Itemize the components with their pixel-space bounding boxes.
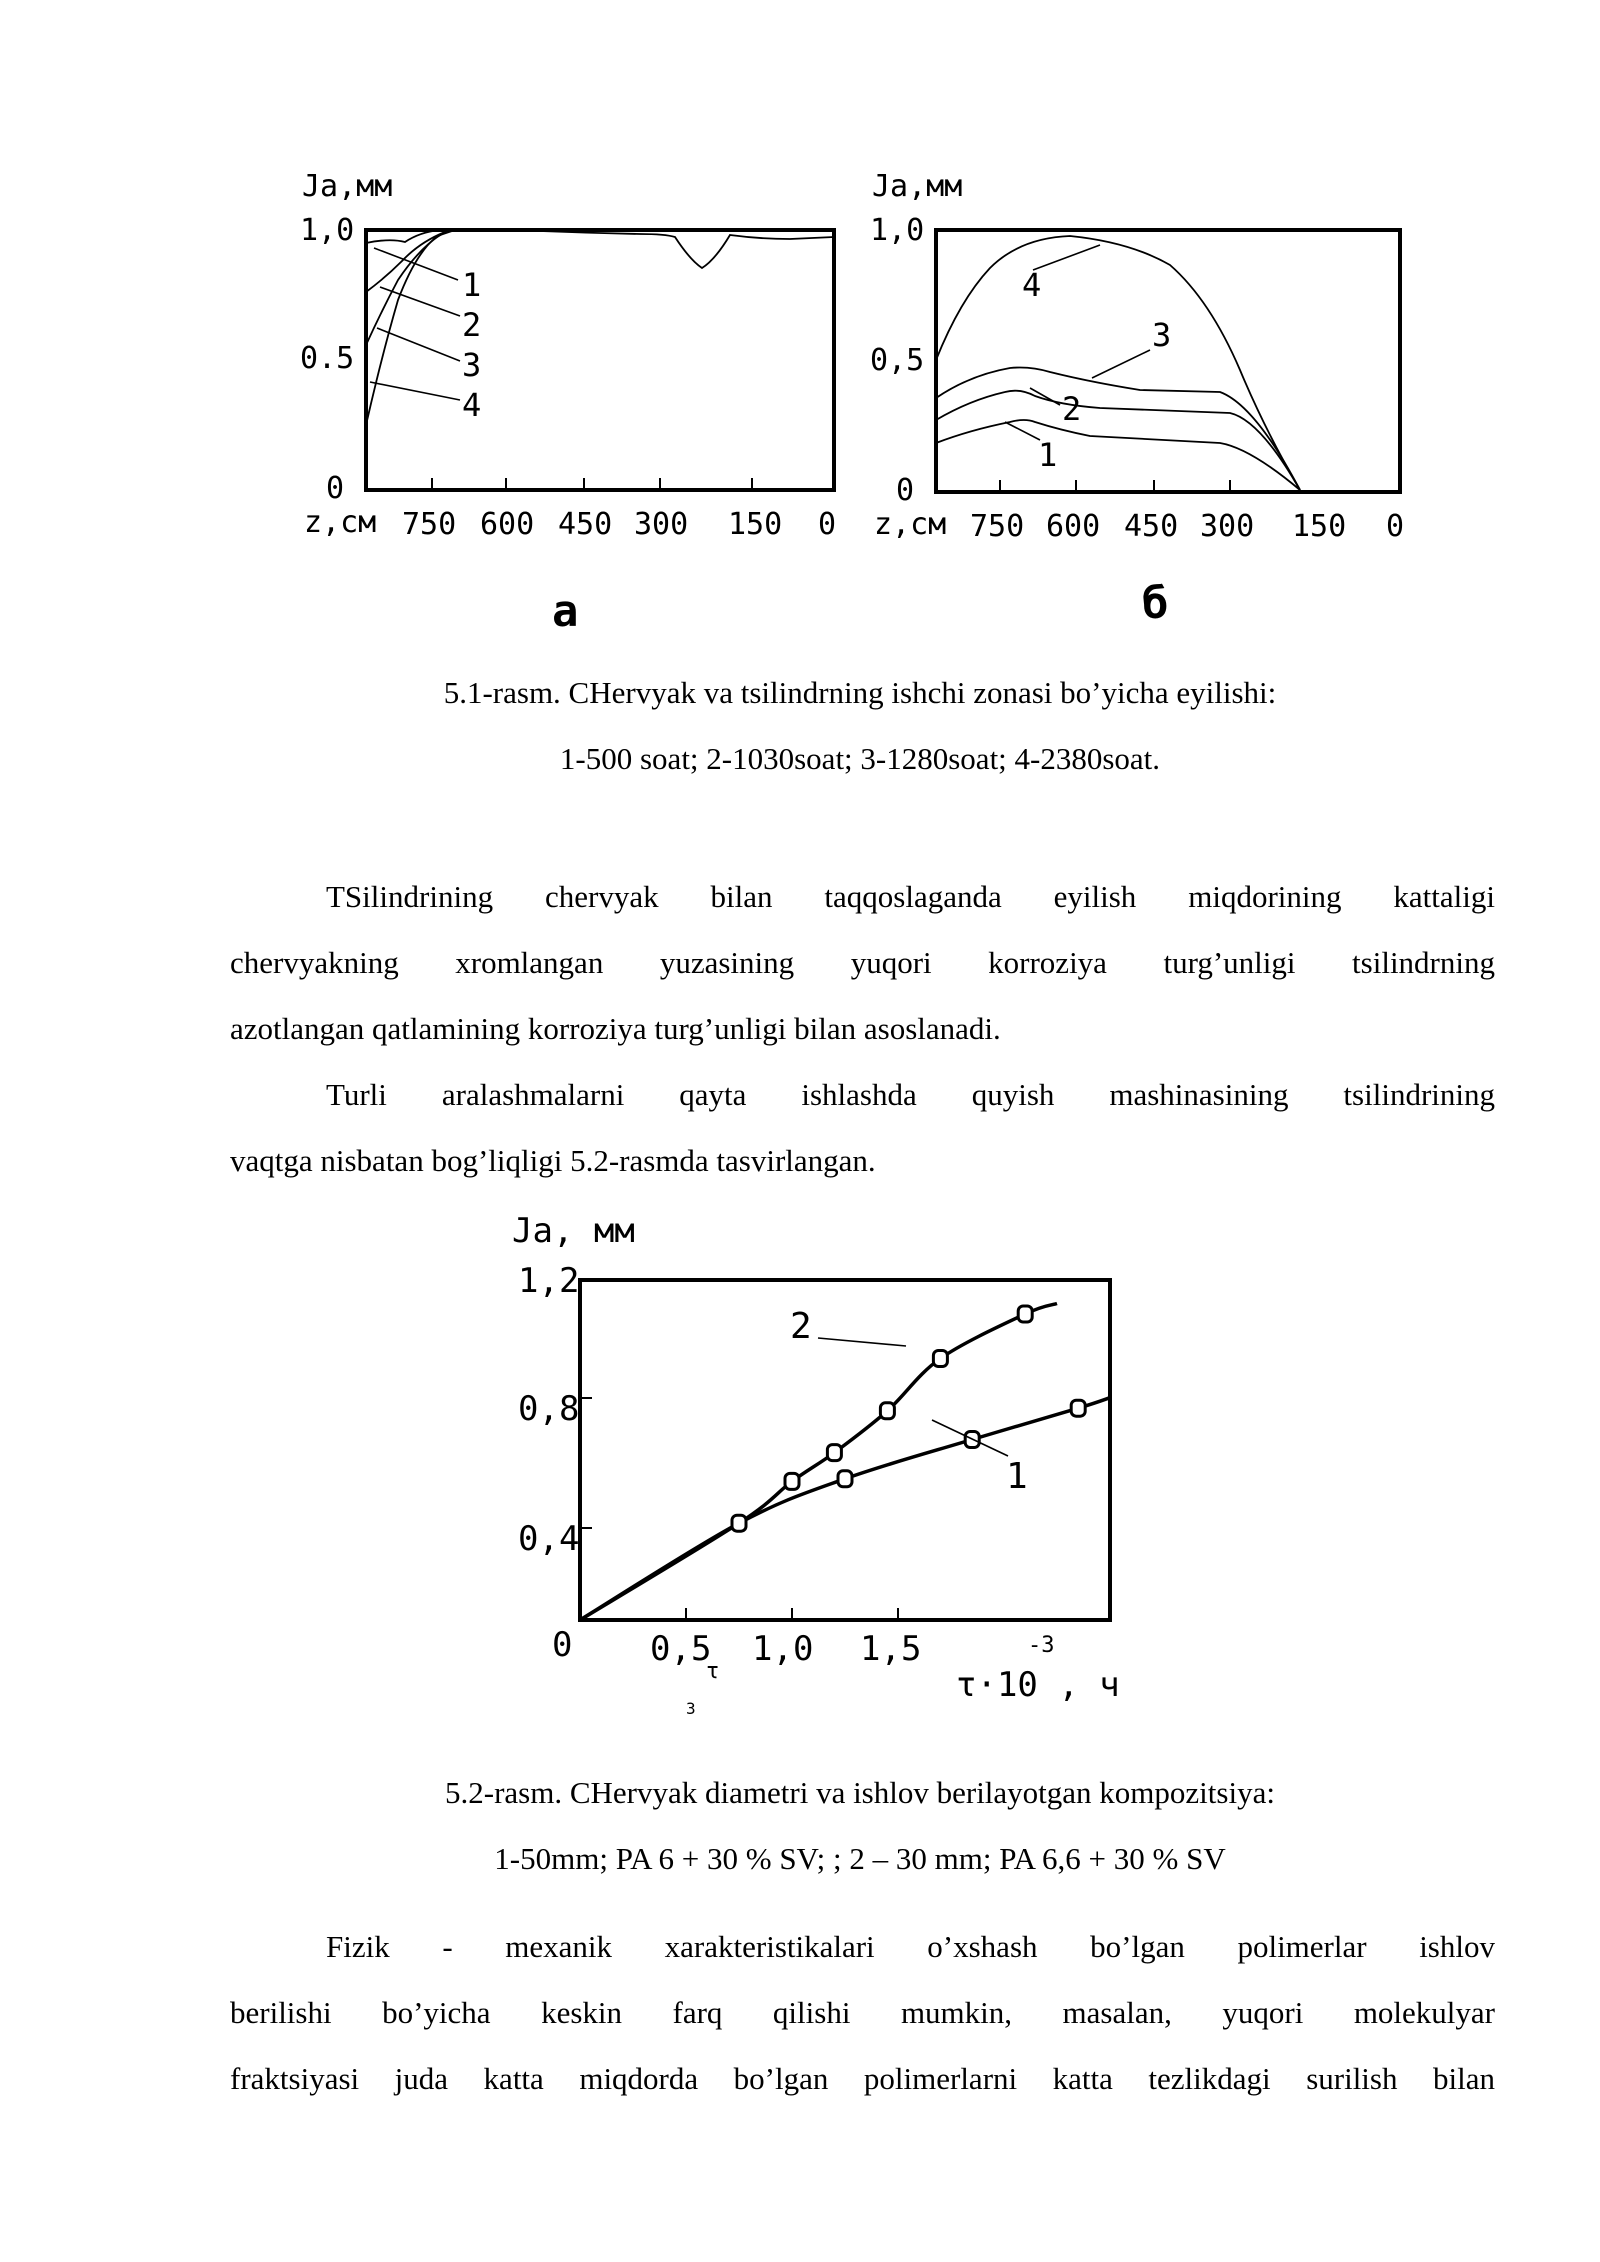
fig-5-2-series-1-line (580, 1398, 1110, 1620)
paragraph-1-line: TSilindrining chervyak bilan taqqoslaganda eyilish miqdorining kattaligi (326, 879, 1495, 914)
figure-5-2-caption (160, 1760, 1560, 1892)
panel-b-curve-label-1: 1 (1038, 436, 1058, 474)
fig-5-2-curve-label-1: 1 (1006, 1456, 1028, 1497)
panel-a-x-tick: 300 (634, 507, 689, 542)
figure-5-2-caption-line-1: 5.2-rasm. CHervyak diametri va ishlov berilayotgan kompozitsiya: (445, 1775, 1275, 1810)
figure-5-2-caption-line-2: 1-50mm; PA 6 + 30 % SV; ; 2 – 30 mm; PA 6,6 + 30 % SV (494, 1841, 1226, 1876)
fig-5-2-x-tick: 1,5 (860, 1629, 922, 1669)
fig-5-2-stray-mark: 3 (686, 1699, 696, 1718)
panel-b-curve-label-4: 4 (1022, 266, 1042, 304)
paragraph-1-line: chervyakning xromlangan yuzasining yuqori korroziya turg’unligi tsilindrning (230, 945, 1495, 980)
panel-b-x-tick: 0 (1386, 509, 1405, 544)
panel-a-x-tick: 600 (480, 507, 535, 542)
fig-5-2-series-group (580, 1304, 1110, 1621)
paragraph-1 (230, 864, 1495, 1062)
paragraph-3-line: Fizik - mexanik xarakteristikalari o’xshash bo’lgan polimerlar ishlov (326, 1929, 1495, 1964)
panel-b-x-tick: 300 (1200, 509, 1255, 544)
panel-a-y-tick: 1,0 (300, 213, 355, 248)
panel-a-y-axis-label: Ja,мм (302, 169, 393, 204)
panel-a-x-axis-label: z,см (304, 505, 377, 540)
figure-5-1-panel-b (860, 160, 1420, 650)
fig-5-2-x-tick-tau: τ (706, 1659, 720, 1684)
fig-5-2-grid-ticks (580, 1398, 898, 1620)
panel-b-curve-1 (936, 420, 1300, 490)
fig-5-2-y-axis-label: Ja, мм (512, 1211, 635, 1251)
panel-a-curve-label-3: 3 (462, 346, 482, 384)
figure-5-1-caption-line-1: 5.1-rasm. CHervyak va tsilindrning ishchi zonasi bo’yicha eyilishi: (443, 675, 1277, 710)
fig-5-2-curve-label-2: 2 (790, 1306, 812, 1347)
panel-a-plot-frame (366, 230, 834, 490)
panel-a-curve-label-1: 1 (462, 266, 482, 304)
fig-5-2-series-2-line (580, 1304, 1057, 1621)
panel-a-y-tick: 0 (326, 471, 345, 506)
panel-b-y-tick: 0,5 (870, 343, 925, 378)
panel-b-letter: б (1142, 578, 1169, 629)
panel-b-curve-2 (936, 391, 1300, 490)
fig-5-2-series-1-marker (732, 1515, 746, 1531)
figure-5-1-caption (160, 660, 1560, 792)
panel-a-leader-lines (370, 248, 460, 400)
fig-5-2-x-tick: 1,0 (752, 1629, 814, 1669)
figure-5-1-caption-line-2: 1-500 soat; 2-1030soat; 3-1280soat; 4-2380soat. (559, 741, 1161, 776)
panel-a-curve-label-4: 4 (462, 386, 482, 424)
panel-a-x-tick: 450 (558, 507, 613, 542)
paragraph-3-line: berilishi bo’yicha keskin farq qilishi mumkin, masalan, yuqori molekulyar (230, 1995, 1495, 2030)
panel-a-curve-3 (366, 230, 455, 345)
fig-5-2-x-axis-exponent: -3 (1028, 1633, 1055, 1658)
paragraph-3-line: fraktsiyasi juda katta miqdorda bo’lgan polimerlarni katta tezlikdagi surilish bilan (230, 2061, 1495, 2096)
panel-a-curve-label-2: 2 (462, 306, 482, 344)
figure-5-2 (500, 1210, 1140, 1730)
figure-5-1-panel-a (290, 160, 850, 650)
panel-b-y-tick: 1,0 (870, 213, 925, 248)
panel-a-x-tick: 150 (728, 507, 783, 542)
panel-b-curves (936, 236, 1300, 490)
fig-5-2-series-1-marker (838, 1471, 852, 1487)
fig-5-2-series-2-marker (933, 1351, 947, 1367)
paragraph-2-line: vaqtga nisbatan bog’liqligi 5.2-rasmda tasvirlangan. (230, 1143, 876, 1178)
panel-b-x-tick: 600 (1046, 509, 1101, 544)
fig-5-2-y-tick: 0,8 (518, 1389, 580, 1429)
panel-b-curve-3 (936, 368, 1300, 491)
panel-a-letter: а (552, 586, 579, 637)
panel-a-y-tick: 0.5 (300, 341, 355, 376)
panel-b-x-tick: 750 (970, 509, 1025, 544)
panel-b-curve-label-3: 3 (1152, 316, 1172, 354)
paragraph-2 (230, 1062, 1495, 1194)
fig-5-2-series-2-marker (1018, 1306, 1032, 1322)
fig-5-2-series-2-marker (880, 1403, 894, 1419)
fig-5-2-series-1-marker (1071, 1400, 1085, 1416)
panel-b-x-tick: 450 (1124, 509, 1179, 544)
paragraph-3 (230, 1914, 1495, 2112)
panel-b-curve-label-2: 2 (1062, 390, 1082, 428)
panel-b-x-axis-label: z,см (874, 507, 947, 542)
fig-5-2-series-2-marker (785, 1473, 799, 1489)
panel-a-x-tick: 750 (402, 507, 457, 542)
panel-b-y-tick: 0 (896, 473, 915, 508)
fig-5-2-y-tick: 0,4 (518, 1519, 580, 1559)
panel-b-x-tick: 150 (1292, 509, 1347, 544)
fig-5-2-y-tick: 0 (552, 1625, 573, 1665)
fig-5-2-x-tick: 0,5 (650, 1629, 712, 1669)
fig-5-2-series-2-marker (827, 1445, 841, 1461)
panel-b-y-axis-label: Ja,мм (872, 169, 963, 204)
fig-5-2-y-tick: 1,2 (518, 1261, 580, 1301)
panel-a-x-tick: 0 (818, 507, 837, 542)
paragraph-2-line: Turli aralashmalarni qayta ishlashda quyish mashinasining tsilindrining (326, 1077, 1495, 1112)
paragraph-1-line: azotlangan qatlamining korroziya turg’unligi bilan asoslanadi. (230, 1011, 1001, 1046)
fig-5-2-x-axis-label: τ·10 , ч (956, 1665, 1120, 1705)
panel-b-plot-frame (936, 230, 1400, 492)
